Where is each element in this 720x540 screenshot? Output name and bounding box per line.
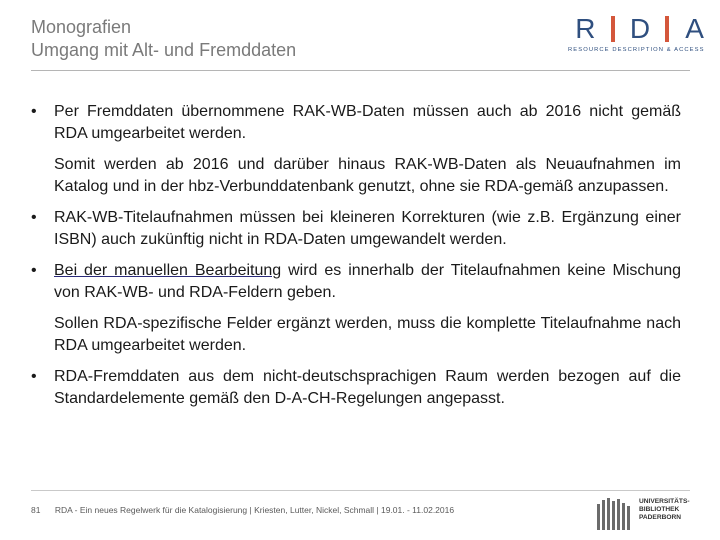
slide-footer xyxy=(0,490,720,540)
header-divider xyxy=(31,70,690,71)
logo-letter-r: R xyxy=(575,13,596,44)
bullet-text: RDA-Fremddaten aus dem nicht-deutschsprachigen Raum werden bezogen auf die Standardelemente gemäß den D-A-CH-Regelungen angepasst. xyxy=(54,368,681,407)
sub-paragraph: Sollen RDA-spezifische Felder ergänzt werden, muss die komplette Titelaufnahme nach RDA umgearbeitet werden. xyxy=(54,315,681,354)
library-building-icon xyxy=(597,498,633,530)
slide-header xyxy=(0,0,720,72)
footer-divider xyxy=(31,490,690,491)
bullet-icon: • xyxy=(31,103,37,120)
bullet-item xyxy=(31,260,681,304)
title-line-2: Umgang mit Alt- und Fremddaten xyxy=(31,40,297,60)
logo-letter-d: D xyxy=(629,13,651,44)
uni-line-1: UNIVERSITÄTS- xyxy=(639,498,690,505)
page-number: 81 xyxy=(31,505,41,515)
logo-divider xyxy=(611,16,615,42)
bullet-text: RAK-WB-Titelaufnahmen müssen bei kleineren Korrekturen (wie z.B. Ergänzung einer ISBN) auch zukünftig nicht in RDA-Daten umgewandelt werden. xyxy=(54,209,681,248)
bullet-text: Per Fremddaten übernommene RAK-WB-Daten müssen auch ab 2016 nicht gemäß RDA umgearbeitet werden. xyxy=(54,103,681,142)
title-line-1: Monografien xyxy=(31,17,132,37)
sub-paragraph: Somit werden ab 2016 und darüber hinaus RAK-WB-Daten als Neuaufnahmen im Katalog und in der hbz-Verbunddatenbank genutzt, ohne sie RDA-gemäß anzupassen. xyxy=(54,156,681,195)
bullet-item xyxy=(31,366,681,410)
bullet-item xyxy=(31,101,681,145)
bullet-item xyxy=(31,207,681,251)
rda-logo xyxy=(568,13,712,63)
logo-divider xyxy=(665,16,669,42)
logo-tagline: RESOURCE DESCRIPTION & ACCESS xyxy=(568,47,705,53)
footer-text xyxy=(31,505,454,515)
footer-caption: RDA - Ein neues Regelwerk für die Katalogisierung | Kriesten, Lutter, Nickel, Schmall | 19.01. - 11.02.2016 xyxy=(54,505,455,515)
bullet-icon: • xyxy=(31,209,37,226)
university-library-logo xyxy=(597,494,692,534)
uni-line-2: BIBLIOTHEK xyxy=(639,506,680,513)
bullet-icon: • xyxy=(31,262,37,279)
university-library-name xyxy=(639,498,690,522)
logo-letter-a: A xyxy=(685,13,704,44)
manual-editing-link[interactable]: Bei der manuellen Bearbeitung xyxy=(54,262,282,279)
rda-logo-letters xyxy=(568,13,712,45)
bullet-icon: • xyxy=(31,368,37,385)
uni-line-3: PADERBORN xyxy=(639,514,682,521)
slide-title xyxy=(31,16,296,62)
bullet-text: wird es innerhalb der Titelaufnahmen keine Mischung von RAK-WB- und RDA-Feldern geben. xyxy=(54,262,682,301)
slide-content xyxy=(31,101,681,419)
